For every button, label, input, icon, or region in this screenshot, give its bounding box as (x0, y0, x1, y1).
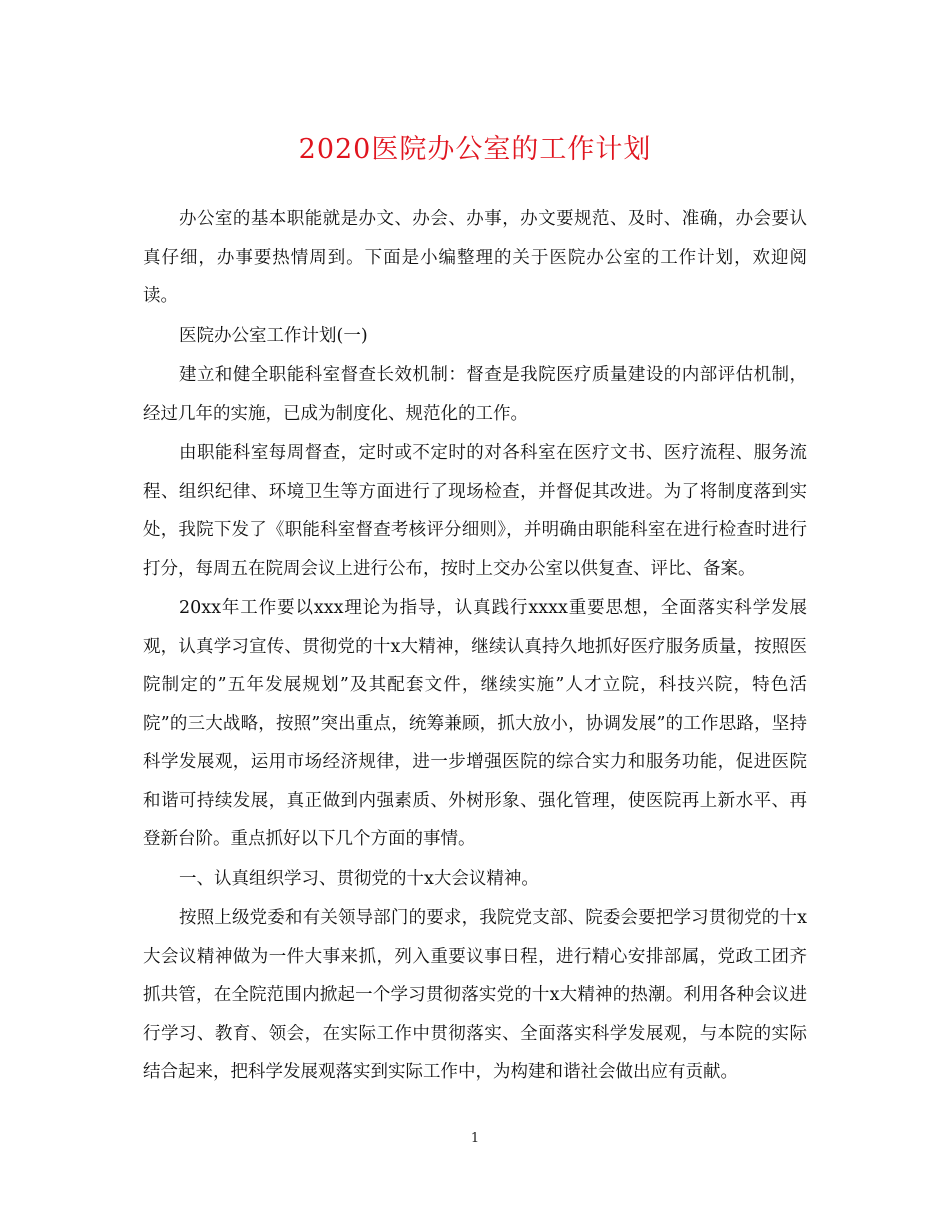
section-heading-study: 一、认真组织学习、贯彻党的十x大会议精神。 (179, 868, 539, 889)
page-title: 2020医院办公室的工作计划 (298, 134, 652, 165)
paragraph-annual-work: 20xx年工作要以xxx理论为指导，认真践行xxxx重要思想，全面落实科学发展观，认真学习宣传、贯彻党的十x大精神，继续认真持久地抓好医疗服务质量，按照医院制定的”五年发展规划”及其配套文件，继续实施”人才立院，科技兴院，特色活院”的三大战略，按照”突出重点，统筹兼顾，抓大放小，协调发展”的工作思路，坚持科学发展观，运用市场经济规律，进一步增强医院的综合实力和服务功能，促进医院和谐可持续发展，真正做到内强素质、外树形象、强化管理，使医院再上新水平、再登新台阶。重点抓好以下几个方面的事情。 (143, 598, 807, 849)
paragraph-study-implementation: 按照上级党委和有关领导部门的要求，我院党支部、院委会要把学习贯彻党的十x大会议精神做为一件大事来抓，列入重要议事日程，进行精心安排部属，党政工团齐抓共管，在全院范围内掀起一个学习贯彻落实党的十x大精神的热潮。利用各种会议进行学习、教育、领会，在实际工作中贯彻落实、全面落实科学发展观，与本院的实际结合起来，把科学发展观落实到实际工作中，为构建和谐社会做出应有贡献。 (143, 908, 807, 1082)
page-number: 1 (470, 1131, 480, 1146)
paragraph-supervision-mechanism: 建立和健全职能科室督查长效机制：督查是我院医疗质量建设的内部评估机制，经过几年的实施，已成为制度化、规范化的工作。 (143, 365, 807, 424)
document-body (143, 200, 807, 1093)
section-heading-plan-one: 医院办公室工作计划(一) (179, 325, 368, 346)
paragraph-intro: 办公室的基本职能就是办文、办会、办事，办文要规范、及时、准确，办会要认真仔细，办事要热情周到。下面是小编整理的关于医院办公室的工作计划，欢迎阅读。 (143, 209, 807, 306)
paragraph-weekly-inspection: 由职能科室每周督查，定时或不定时的对各科室在医疗文书、医疗流程、服务流程、组织纪律、环境卫生等方面进行了现场检查，并督促其改进。为了将制度落到实处，我院下发了《职能科室督查考核评分细则》，并明确由职能科室在进行检查时进行打分，每周五在院周会议上进行公布，按时上交办公室以供复查、评比、备案。 (143, 443, 807, 579)
